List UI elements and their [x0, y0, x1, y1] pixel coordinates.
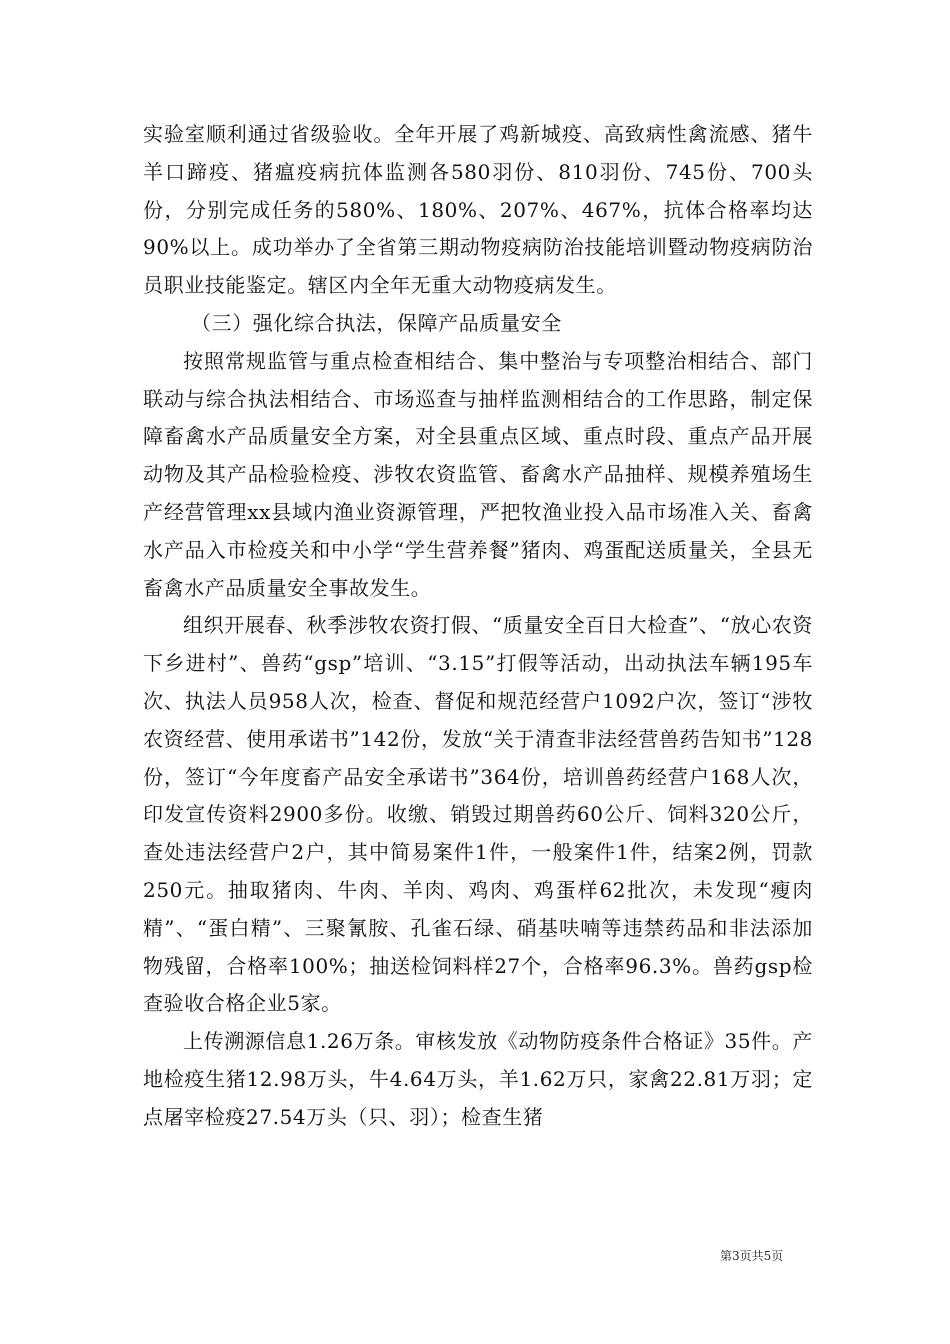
paragraph-traceability-quarantine: 上传溯源信息1.26万条。审核发放《动物防疫条件合格证》35件。产地检疫生猪12.98万头，牛4.64万头，羊1.62万只，家禽22.81万羽；定点屠宰检疫27.54万头（只、羽）；检查生猪 — [143, 1029, 813, 1129]
section-heading-enforcement: （三）强化综合执法，保障产品质量安全 — [191, 310, 562, 335]
paragraph-enforcement-activities: 组织开展春、秋季涉牧农资打假、“质量安全百日大检查”、“放心农资下乡进村”、兽药“gsp”培训、“3.15”打假等活动，出动执法车辆195车次、执法人员958人次，检查、督促和规范经营户1092户次，签订“涉牧农资经营、使用承诺书”142份，发放“关于清查非法经营兽药告知书”128份，签订“今年度畜产品安全承诺书”364份，培训兽药经营户168人次，印发宣传资料2900多份。收缴、销毁过期兽药60公斤、饲料320公斤，查处违法经营户2户，其中简易案件1件，一般案件1件，结案2例，罚款250元。抽取猪肉、牛肉、羊肉、鸡肉、鸡蛋样62批次，未发现“瘦肉精”、“蛋白精”、三聚氰胺、孔雀石绿、硝基呋喃等违禁药品和非法添加物残留，合格率100%；抽送检饲料样27个，合格率96.3%。兽药gsp检查验收合格企业5家。 — [143, 613, 813, 1016]
paragraph-supervision-approach: 按照常规监管与重点检查相结合、集中整治与专项整治相结合、部门联动与综合执法相结合、市场巡查与抽样监测相结合的工作思路，制定保障畜禽水产品质量安全方案，对全县重点区域、重点时段、重点产品开展动物及其产品检验检疫、涉牧农资监管、畜禽水产品抽样、规模养殖场生产经营管理xx县域内渔业资源管理，严把牧渔业投入品市场准入关、畜禽水产品入市检疫关和中小学“学生营养餐”猪肉、鸡蛋配送质量关，全县无畜禽水产品质量安全事故发生。 — [143, 348, 813, 600]
page-number-footer: 第3页共5页 — [720, 1249, 784, 1263]
document-body — [143, 116, 813, 1137]
paragraph-lab-acceptance: 实验室顺利通过省级验收。全年开展了鸡新城疫、高致病性禽流感、猪牛羊口蹄疫、猪瘟疫病抗体监测各580羽份、810羽份、745份、700头份，分别完成任务的580%、180%、207%、467%，抗体合格率均达90%以上。成功举办了全省第三期动物疫病防治技能培训暨动物疫病防治员职业技能鉴定。辖区内全年无重大动物疫病发生。 — [143, 122, 813, 298]
